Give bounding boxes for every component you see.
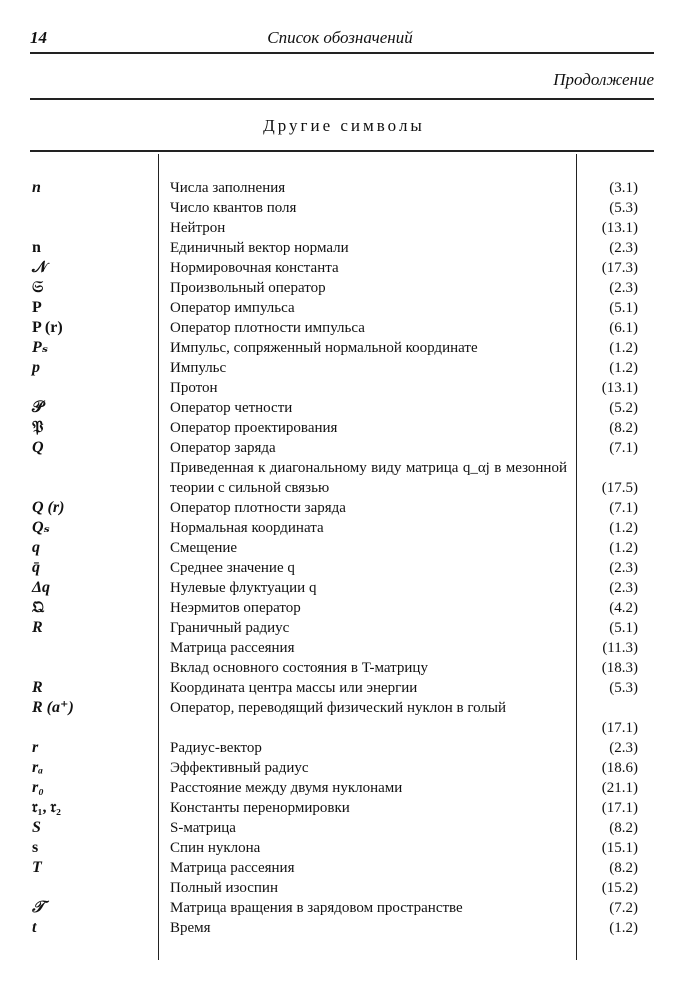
description-cell: Матрица рассеяния (170, 640, 295, 656)
table-row (0, 678, 688, 698)
table-row (0, 858, 688, 878)
description-cell: Число квантов поля (170, 200, 297, 216)
symbol-cell: 𝔔 (32, 599, 44, 616)
reference-cell: (3.1) (609, 180, 638, 196)
description-cell: Время (170, 920, 211, 936)
table-row (0, 618, 688, 638)
section-rule-top (30, 98, 654, 100)
symbol-cell: R (a⁺) (32, 699, 74, 716)
description-cell: Произвольный оператор (170, 280, 326, 296)
reference-cell: (18.6) (601, 760, 638, 776)
table-row (0, 538, 688, 558)
table-row (0, 638, 688, 658)
table-row (0, 898, 688, 918)
description-cell: Единичный вектор нормали (170, 240, 349, 256)
symbol-cell: n (32, 179, 41, 196)
symbol-cell: 𝔓 (32, 419, 44, 436)
symbols-table (0, 178, 688, 938)
reference-cell: (18.3) (601, 660, 638, 676)
reference-cell: (1.2) (609, 520, 638, 536)
reference-cell: (5.1) (609, 300, 638, 316)
table-row (0, 458, 688, 498)
page-number: 14 (30, 28, 47, 47)
description-cell: Неэрмитов оператор (170, 600, 301, 616)
table-row (0, 838, 688, 858)
description-cell: Константы перенормировки (170, 800, 350, 816)
table-row (0, 358, 688, 378)
description-cell: Спин нуклона (170, 840, 261, 856)
table-row (0, 518, 688, 538)
header-rule (30, 52, 654, 54)
symbol-cell: Qₛ (32, 519, 50, 536)
reference-cell: (11.3) (602, 640, 638, 656)
table-row (0, 498, 688, 518)
reference-cell: (5.1) (609, 620, 638, 636)
description-cell: Оператор заряда (170, 440, 276, 456)
description-cell: Эффективный радиус (170, 760, 309, 776)
description-cell: S-матрица (170, 820, 236, 836)
table-row (0, 438, 688, 458)
table-row (0, 178, 688, 198)
description-cell: Среднее значение q (170, 560, 295, 576)
table-row (0, 378, 688, 398)
table-row (0, 578, 688, 598)
reference-cell: (2.3) (609, 280, 638, 296)
symbol-cell: Pₛ (32, 339, 49, 356)
table-row (0, 878, 688, 898)
reference-cell: (1.2) (609, 360, 638, 376)
symbol-cell: 𝒯 (32, 899, 45, 916)
table-row (0, 758, 688, 778)
table-row (0, 558, 688, 578)
reference-cell: (4.2) (609, 600, 638, 616)
symbol-cell: T (32, 859, 42, 876)
description-cell: Оператор четности (170, 400, 293, 416)
description-cell: Смещение (170, 540, 238, 556)
table-row (0, 238, 688, 258)
description-cell: Протон (170, 380, 218, 396)
symbol-cell: Q (r) (32, 499, 65, 516)
description-cell: Импульс, сопряженный нормальной координате (170, 340, 478, 356)
reference-cell: (21.1) (601, 780, 638, 796)
reference-cell: (8.2) (609, 860, 638, 876)
table-row (0, 298, 688, 318)
description-cell: Оператор плотности заряда (170, 500, 346, 516)
description-cell: Матрица вращения в зарядовом пространстве (170, 900, 463, 916)
reference-cell: (1.2) (609, 340, 638, 356)
reference-cell: (2.3) (609, 240, 638, 256)
table-row (0, 338, 688, 358)
reference-cell: (17.5) (601, 480, 638, 496)
symbol-cell: 𝔯₁, 𝔯₂ (32, 799, 61, 816)
reference-cell: (15.1) (601, 840, 638, 856)
description-cell: Нейтрон (170, 220, 226, 236)
reference-cell: (8.2) (609, 820, 638, 836)
table-row (0, 778, 688, 798)
table-row (0, 418, 688, 438)
description-cell: Оператор, переводящий физический нуклон в голый (170, 700, 507, 716)
table-row (0, 918, 688, 938)
table-row (0, 218, 688, 238)
symbol-cell: P (r) (32, 319, 63, 336)
symbol-cell: rₐ (32, 759, 44, 776)
reference-cell: (17.3) (601, 260, 638, 276)
symbol-cell: r₀ (32, 779, 44, 796)
table-row (0, 598, 688, 618)
symbol-cell: Q (32, 439, 44, 456)
description-cell: Нормальная координата (170, 520, 324, 536)
symbol-cell: q (32, 539, 40, 556)
symbol-cell: r (32, 739, 39, 756)
table-row (0, 658, 688, 678)
symbol-cell: 𝒫 (32, 399, 44, 416)
description-cell: Вклад основного состояния в T-матрицу (170, 660, 428, 676)
section-rule-bottom (30, 150, 654, 152)
table-row (0, 258, 688, 278)
reference-cell: (5.3) (609, 200, 638, 216)
continuation-label: Продолжение (553, 70, 654, 89)
symbol-cell: R (32, 679, 43, 696)
symbol-cell: 𝔖 (32, 279, 44, 296)
symbol-cell: p (32, 359, 40, 376)
section-title: Другие символы (263, 116, 425, 135)
reference-cell: (13.1) (601, 380, 638, 396)
symbol-cell: t (32, 919, 37, 936)
description-cell: Граничный радиус (170, 620, 290, 636)
table-row (0, 698, 688, 738)
description-cell: Нормировочная константа (170, 260, 339, 276)
symbol-cell: n (32, 239, 41, 256)
reference-cell: (2.3) (609, 560, 638, 576)
reference-cell: (17.1) (601, 720, 638, 736)
reference-cell: (2.3) (609, 740, 638, 756)
description-cell: Числа заполнения (170, 180, 286, 196)
symbol-cell: P (32, 299, 42, 316)
reference-cell: (5.3) (609, 680, 638, 696)
description-cell: Оператор проектирования (170, 420, 338, 436)
symbol-cell: q̄ (32, 559, 40, 576)
symbol-cell: s (32, 839, 39, 856)
symbol-cell: Δq (32, 579, 51, 596)
reference-cell: (8.2) (609, 420, 638, 436)
reference-cell: (6.1) (609, 320, 638, 336)
description-cell: Приведенная к диагональному виду матрица q_αj в мезонной теории с сильной связью (170, 460, 567, 496)
description-cell: Нулевые флуктуации q (170, 580, 317, 596)
table-row (0, 398, 688, 418)
symbol-cell: R (32, 619, 43, 636)
description-cell: Координата центра массы или энергии (170, 680, 418, 696)
symbol-cell: S (32, 819, 41, 836)
symbol-cell: 𝒩 (32, 259, 48, 276)
table-row (0, 278, 688, 298)
reference-cell: (13.1) (601, 220, 638, 236)
description-cell: Импульс (170, 360, 227, 376)
description-cell: Матрица рассеяния (170, 860, 295, 876)
description-cell: Оператор импульса (170, 300, 295, 316)
reference-cell: (7.2) (609, 900, 638, 916)
reference-cell: (2.3) (609, 580, 638, 596)
description-cell: Радиус-вектор (170, 740, 262, 756)
description-cell: Расстояние между двумя нуклонами (170, 780, 403, 796)
reference-cell: (7.1) (609, 440, 638, 456)
table-row (0, 318, 688, 338)
running-title: Список обозначений (267, 28, 413, 47)
table-row (0, 798, 688, 818)
reference-cell: (17.1) (601, 800, 638, 816)
table-row (0, 198, 688, 218)
table-row (0, 738, 688, 758)
description-cell: Полный изоспин (170, 880, 278, 896)
reference-cell: (1.2) (609, 920, 638, 936)
description-cell: Оператор плотности импульса (170, 320, 365, 336)
reference-cell: (15.2) (601, 880, 638, 896)
table-row (0, 818, 688, 838)
reference-cell: (1.2) (609, 540, 638, 556)
reference-cell: (5.2) (609, 400, 638, 416)
reference-cell: (7.1) (609, 500, 638, 516)
